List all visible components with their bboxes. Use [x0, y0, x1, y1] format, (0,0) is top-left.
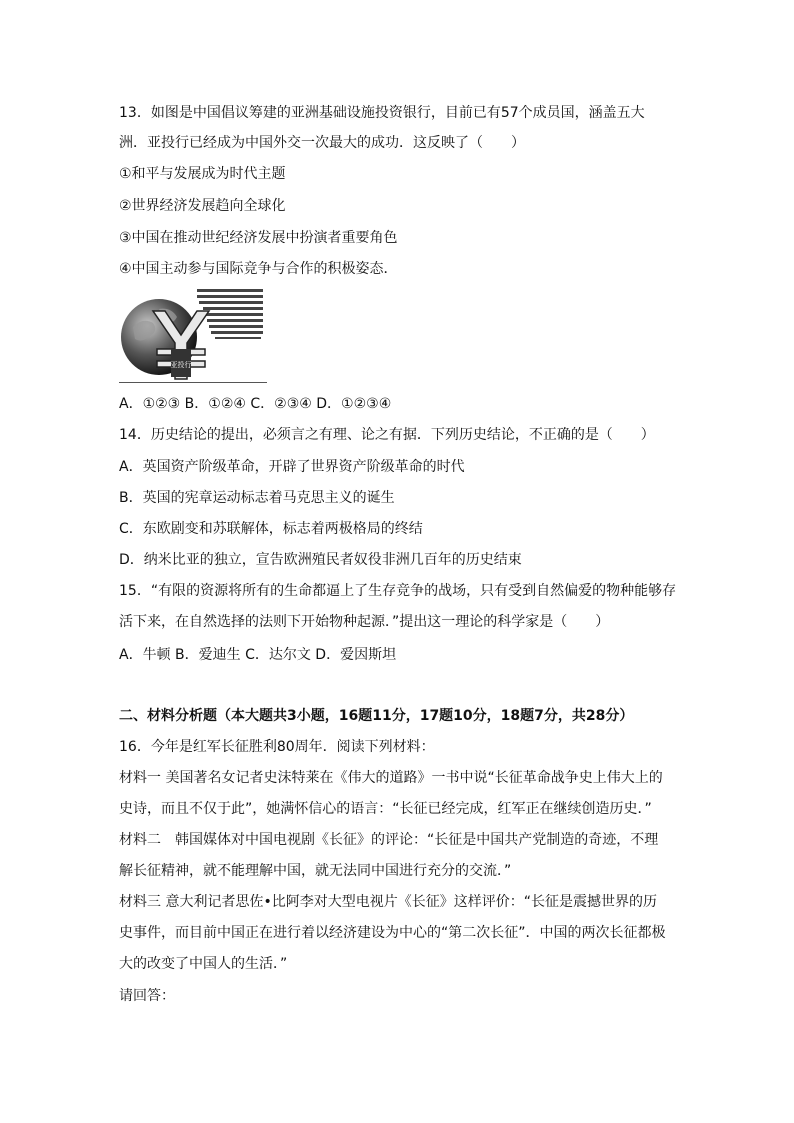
q13-stem-line2: 洲．亚投行已经成为中国外交一次最大的成功．这反映了（ ） [119, 135, 525, 151]
q13-option-4: ④中国主动参与国际竞争与合作的积极姿态． [119, 261, 398, 277]
q14-choice-c: C．东欧剧变和苏联解体，标志着两极格局的终结 [119, 521, 423, 537]
section2-heading: 二、材料分析题（本大题共3小题，16题11分，17题10分，18题7分，共28分） [119, 708, 634, 724]
q16-material2-line1: 材料二 韩国媒体对中国电视剧《长征》的评论：“长征是中国共产党制造的奇迹，不理 [119, 832, 659, 848]
q16-answer-prompt: 请回答： [119, 988, 175, 1004]
q16-stem: 16．今年是红军长征胜利80周年．阅读下列材料： [119, 739, 435, 755]
q13-option-3: ③中国在推动世纪经济发展中扮演者重要角色 [119, 230, 398, 246]
q16-material3-line2: 史事件，而目前中国正在进行着以经济建设为中心的“第二次长征”．中国的两次长征都极 [119, 925, 666, 941]
aiib-globe-figure [119, 287, 267, 383]
q15-choices: A．牛顿 B．爱迪生 C．达尔文 D．爱因斯坦 [119, 647, 397, 663]
q15-stem-line1: 15．“有限的资源将所有的生命都逼上了生存竞争的战场，只有受到自然偏爱的物种能够存 [119, 583, 677, 599]
q14-stem: 14．历史结论的提出，必须言之有理、论之有据．下列历史结论，不正确的是（ ） [119, 427, 655, 443]
q16-material3-line3: 大的改变了中国人的生活．” [119, 956, 288, 972]
q13-option-2: ②世界经济发展趋向全球化 [119, 198, 286, 214]
q15-stem-line2: 活下来，在自然选择的法则下开始物种起源．”提出这一理论的科学家是（ ） [119, 614, 610, 630]
q16-material1-line1: 材料一 美国著名女记者史沫特莱在《伟大的道路》一书中说“长征革命战争史上伟大上的 [119, 770, 663, 786]
q13-choices: A．①②③ B．①②④ C．②③④ D．①②③④ [119, 396, 392, 412]
q16-material2-line2: 解长征精神，就不能理解中国，就无法同中国进行充分的交流．” [119, 863, 512, 879]
figure-divider [119, 382, 267, 383]
q13-option-1: ①和平与发展成为时代主题 [119, 166, 286, 182]
q16-material3-line1: 材料三 意大利记者思佐•比阿李对大型电视片《长征》这样评价：“长征是震撼世界的历 [119, 894, 657, 910]
q14-choice-a: A．英国资产阶级革命，开辟了世界资产阶级革命的时代 [119, 459, 465, 475]
q14-choice-d: D．纳米比亚的独立，宣告欧洲殖民者奴役非洲几百年的历史结束 [119, 552, 522, 568]
q16-material1-line2: 史诗，而且不仅于此”，她满怀信心的语言：“长征已经完成，红军正在继续创造历史．” [119, 801, 652, 817]
svg-text:亚投行: 亚投行 [170, 361, 192, 369]
q13-stem-line1: 13．如图是中国倡议筹建的亚洲基础设施投资银行，目前已有57个成员国，涵盖五大 [119, 105, 645, 121]
q14-choice-b: B．英国的宪章运动标志着马克思主义的诞生 [119, 490, 395, 506]
